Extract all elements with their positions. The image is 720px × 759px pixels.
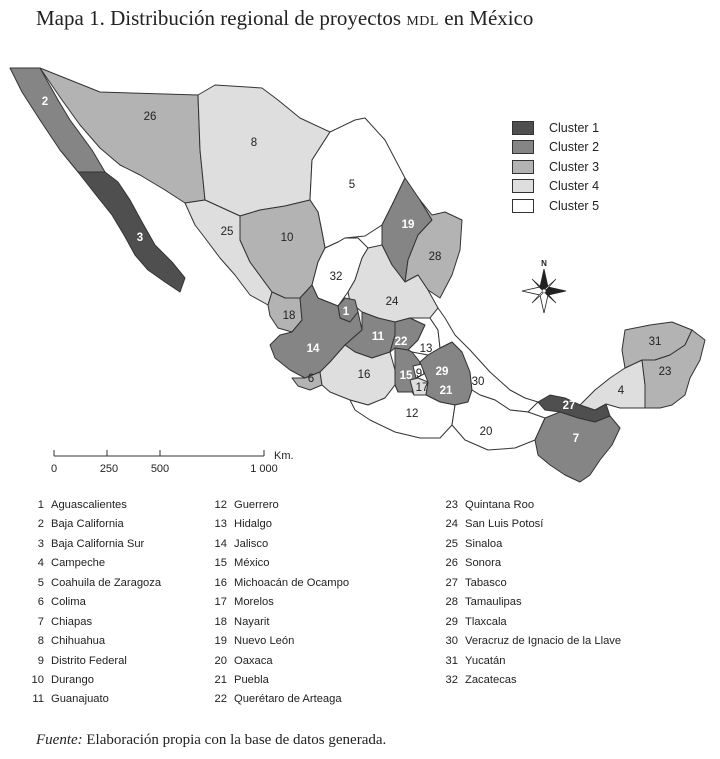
legend-item-cluster-1 (512, 118, 599, 138)
index-row: 5 Coahuila de Zaragoza (37, 576, 162, 589)
label-state-22: 22 (394, 336, 408, 348)
index-row: 27 Tabasco (445, 576, 507, 589)
map-title-prefix: Mapa 1. Distribución regional de proyectos (36, 6, 402, 30)
label-state-32: 32 (329, 271, 343, 283)
legend-item-cluster-3 (512, 157, 599, 177)
legend-label: Cluster 5 (549, 198, 600, 213)
source-label: Fuente: (36, 732, 83, 748)
legend-label: Cluster 1 (549, 120, 600, 135)
label-state-16: 16 (357, 369, 371, 381)
compass-north-label: N (541, 259, 547, 268)
state-index-column-1 (24, 499, 161, 713)
index-row: 3 Baja California Sur (37, 537, 145, 550)
scale-tick-label: 250 (99, 463, 119, 475)
label-state-23: 23 (658, 366, 672, 378)
label-state-14: 14 (306, 343, 320, 355)
index-row: 11 Guanajuato (32, 693, 109, 706)
index-row: 26 Sonora (445, 557, 502, 570)
label-state-17: 17 (415, 382, 429, 394)
index-row: 18 Nayarit (214, 615, 270, 628)
index-row: 20 Oaxaca (214, 654, 273, 667)
scale-tick-label: 500 (150, 463, 170, 475)
index-row: 8 Chihuahua (37, 635, 106, 648)
source-text: Elaboración propia con la base de datos generada. (86, 732, 387, 748)
label-state-28: 28 (428, 251, 442, 263)
label-state-20: 20 (479, 426, 493, 438)
legend-item-cluster-4 (512, 177, 599, 197)
label-state-19: 19 (401, 219, 415, 231)
index-row: 23 Quintana Roo (445, 499, 535, 511)
index-row: 9 Distrito Federal (37, 654, 127, 667)
label-state-2: 2 (41, 96, 49, 108)
label-state-7: 7 (572, 433, 580, 445)
index-row: 19 Nuevo León (214, 635, 295, 648)
label-state-21: 21 (439, 385, 453, 397)
index-row: 30 Veracruz de Ignacio de la Llave (445, 635, 622, 648)
legend-swatch (512, 199, 534, 213)
legend-label: Cluster 3 (549, 159, 600, 174)
index-row: 24 San Luis Potosí (445, 518, 544, 531)
mexico-map (0, 40, 720, 445)
label-state-11: 11 (371, 331, 385, 343)
state-index-column-3 (438, 499, 621, 693)
label-state-12: 12 (405, 408, 419, 420)
legend-swatch (512, 140, 534, 154)
index-row: 4 Campeche (37, 557, 106, 570)
index-row: 10 Durango (31, 673, 94, 686)
source-note (36, 732, 386, 749)
index-row: 22 Querétaro de Arteaga (214, 693, 342, 706)
index-row: 1 Aguascalientes (37, 499, 127, 511)
index-row: 2 Baja California (37, 518, 124, 531)
index-row: 15 México (214, 557, 270, 570)
state-chiapas (535, 412, 620, 482)
legend-swatch (512, 121, 534, 135)
index-row: 28 Tamaulipas (445, 596, 522, 609)
legend-label: Cluster 4 (549, 179, 600, 194)
scale-bar (52, 446, 302, 480)
label-state-5: 5 (348, 179, 356, 191)
legend-item-cluster-2 (512, 138, 599, 158)
index-row: 25 Sinaloa (445, 537, 503, 550)
label-state-4: 4 (617, 385, 625, 397)
map-title (36, 6, 533, 31)
label-state-13: 13 (419, 343, 433, 355)
index-row: 32 Zacatecas (445, 673, 517, 686)
legend-label: Cluster 2 (549, 140, 600, 155)
map-title-acronym: MDL (406, 14, 439, 29)
label-state-1: 1 (342, 306, 350, 318)
label-state-8: 8 (250, 137, 258, 149)
label-state-10: 10 (280, 232, 294, 244)
index-row: 16 Michoacán de Ocampo (214, 576, 350, 589)
map-title-suffix: en México (444, 6, 534, 30)
label-state-9: 9 (415, 368, 423, 380)
label-state-25: 25 (220, 226, 234, 238)
scale-tick-label: 0 (50, 463, 58, 475)
label-state-29: 29 (435, 366, 449, 378)
state-index-column-2 (207, 499, 349, 713)
index-row: 17 Morelos (214, 596, 274, 609)
label-state-15: 15 (399, 370, 413, 382)
index-row: 7 Chiapas (37, 615, 93, 628)
scale-tick-label: 1 000 (250, 463, 278, 475)
index-row: 14 Jalisco (214, 537, 269, 550)
index-row: 13 Hidalgo (214, 518, 272, 531)
index-row: 12 Guerrero (214, 499, 279, 511)
compass-icon (522, 259, 566, 313)
label-state-27: 27 (562, 400, 576, 412)
state-campeche (580, 360, 645, 410)
label-state-6: 6 (307, 373, 315, 385)
scale-unit: Km. (274, 450, 294, 462)
label-state-26: 26 (143, 111, 157, 123)
legend-swatch (512, 179, 534, 193)
label-state-3: 3 (136, 232, 144, 244)
label-state-30: 30 (471, 376, 485, 388)
legend (512, 118, 599, 216)
legend-item-cluster-5 (512, 196, 599, 216)
label-state-18: 18 (282, 310, 296, 322)
index-row: 31 Yucatán (445, 654, 506, 667)
index-row: 6 Colima (37, 596, 86, 609)
label-state-31: 31 (648, 336, 662, 348)
legend-swatch (512, 160, 534, 174)
index-row: 21 Puebla (214, 673, 269, 686)
label-state-24: 24 (385, 296, 399, 308)
index-row: 29 Tlaxcala (445, 615, 507, 628)
